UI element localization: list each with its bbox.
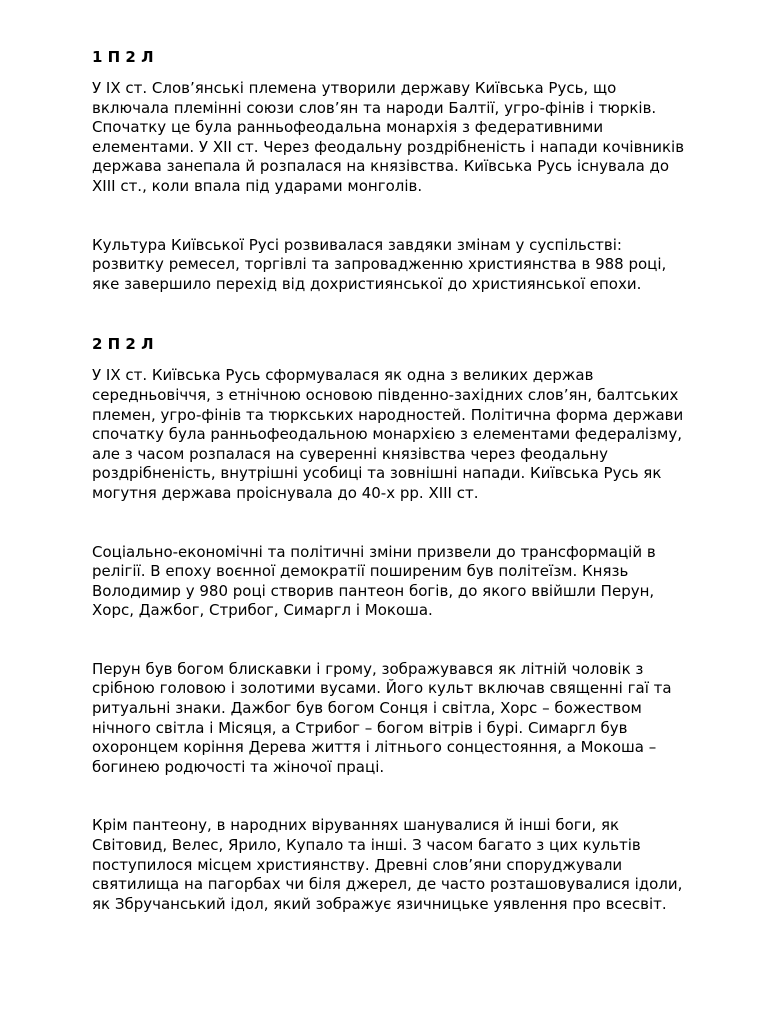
paragraph [92,816,712,914]
text-line: Крім пантеону, в народних віруваннях шанувалися й інші боги, як [92,816,620,835]
text-line: срібною головою і золотими вусами. Його культ включав священні гаї та [92,679,672,698]
text-line: роздрібненість, внутрішні усобиці та зовнішні напади. Київська Русь як [92,464,662,483]
text-line: держава занепала й розпалася на князівства. Київська Русь існувала до [92,157,670,176]
paragraph-gap [92,197,712,236]
text-line: але з часом розпалася на суверенні князівства через феодальну [92,444,608,463]
text-line: Перун був богом блискавки і грому, зображувався як літній чоловік з [92,659,644,678]
text-line: Культура Київської Русі розвивалася завдяки змінам у суспільстві: [92,235,622,254]
paragraph [92,236,712,295]
text-line: спочатку була ранньофеодальною монархією з елементами федералізму, [92,425,682,444]
text-line: У IX ст. Слов’янські племена утворили державу Київська Русь, що [92,79,617,97]
text-line: релігії. В епоху воєнної демократії поширеним був політеїзм. Князь [92,562,629,581]
text-line: розвитку ремесел, торгівлі та запровадженню християнства в 988 році, [92,255,667,274]
text-line: святилища на пагорбах чи біля джерел, де часто розташовувалися ідоли, [92,875,683,894]
section-heading: 1 П 2 Л [92,48,154,66]
text-line: Світовид, Велес, Ярило, Купало та інші. З часом багато з цих культів [92,836,641,855]
text-line: Соціально-економічні та політичні зміни призвели до трансформацій в [92,542,656,561]
paragraph [92,79,712,197]
text-line: елементами. У XII ст. Через феодальну роздрібненість і напади кочівників [92,137,685,156]
text-line: могутня держава проіснувала до 40-х рр. XIII ст. [92,483,479,502]
text-line: нічного світла і Місяця, а Стрибог – богом вітрів і бурі. Симаргл був [92,718,628,737]
text-line: як Збручанський ідол, який зображує язичницьке уявлення про всесвіт. [92,894,667,913]
paragraph [92,366,712,503]
paragraph [92,660,712,778]
text-line: включала племінні союзи слов’ян та народи Балтії, угро-фінів і тюрків. [92,98,657,117]
paragraph-gap [92,504,712,543]
text-line: Володимир у 980 році створив пантеон богів, до якого ввійшли Перун, [92,581,655,600]
text-line: охоронцем коріння Дерева життя і літнього сонцестояння, а Мокоша – [92,738,657,757]
text-line: Хорс, Дажбог, Стрибог, Симаргл і Мокоша. [92,601,433,620]
text-line: середньовіччя, з етнічною основою південно-західних слов’ян, балтських [92,385,679,404]
text-line: племен, угро-фінів та тюркських народностей. Політична форма держави [92,405,684,424]
paragraph-gap [92,777,712,816]
paragraph-gap [92,294,712,334]
text-line: поступилося місцем християнству. Древні слов’яни споруджували [92,855,623,874]
document-page [92,47,712,914]
text-line: Спочатку це була ранньофеодальна монархія з федеративними [92,118,604,137]
text-line: яке завершило перехід від дохристиянської до християнської епохи. [92,274,642,293]
text-line: У IX ст. Київська Русь сформувалася як одна з великих держав [92,366,594,385]
text-line: ритуальні знаки. Дажбог був богом Сонця і світла, Хорс – божеством [92,699,642,718]
text-line: XIII ст., коли впала під ударами монголів. [92,176,423,195]
text-line: богинею родючості та жіночої праці. [92,757,385,776]
section-heading: 2 П 2 Л [92,335,154,354]
paragraph [92,543,712,621]
paragraph-gap [92,621,712,660]
